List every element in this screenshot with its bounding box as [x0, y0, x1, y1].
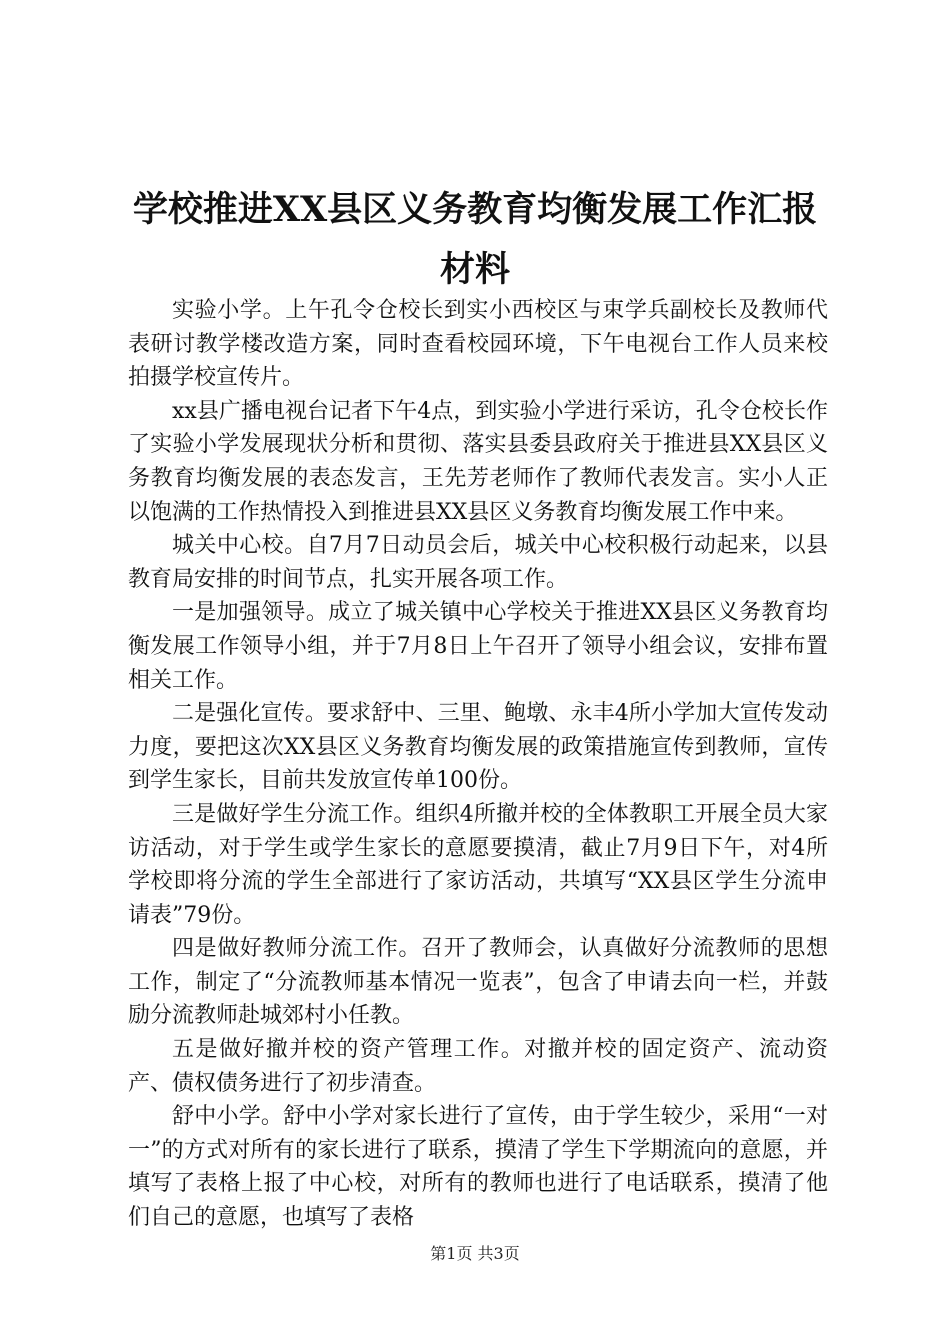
paragraph-chengguan-center: 城关中心校。自7月7日动员会后，城关中心校积极行动起来，以县教育局安排的时间节点，扎实开展各项工作。: [128, 533, 828, 592]
paragraph-student-diversion: 三是做好学生分流工作。组织4所撤并校的全体教职工开展全员大家访活动，对于学生或学生家长的意愿要摸清，截止7月9日下午，对4所学校即将分流的学生全部进行了家访活动，共填写“XX县区学生分流申请表”79份。: [128, 801, 828, 928]
paragraph-asset-management: 五是做好撤并校的资产管理工作。对撤并校的固定资产、流动资产、债权债务进行了初步清查。: [128, 1037, 828, 1096]
paragraph-shuzhong-xiaoxue: 舒中小学。舒中小学对家长进行了宣传，由于学生较少，采用“一对一”的方式对所有的家长进行了联系，摸清了学生下学期流向的意愿，并填写了表格上报了中心校，对所有的教师也进行了电话联系，摸清了他们自己的意愿，也填写了表格: [128, 1104, 828, 1231]
paragraph-publicity: 二是强化宣传。要求舒中、三里、鲍墩、永丰4所小学加大宣传发动力度，要把这次XX县区义务教育均衡发展的政策措施宣传到教师，宣传到学生家长，目前共发放宣传单100份。: [128, 701, 828, 794]
paragraph-tv-interview: xx县广播电视台记者下午4点，到实验小学进行采访，孔令仓校长作了实验小学发展现状分析和贯彻、落实县委县政府关于推进县XX县区义务教育均衡发展的表态发言，王先芳老师作了教师代表发言。实小人正以饱满的工作热情投入到推进县XX县区义务教育均衡发展工作中来。: [128, 398, 828, 525]
paragraph-shiyan-xiaoxue: 实验小学。上午孔令仓校长到实小西校区与束学兵副校长及教师代表研讨教学楼改造方案，同时查看校园环境，下午电视台工作人员来校拍摄学校宣传片。: [128, 298, 828, 391]
document-body: [128, 294, 828, 1235]
document-title-line-2: 材料: [439, 249, 510, 290]
page-footer: 第1页 共3页: [430, 1244, 520, 1263]
paragraph-leadership: 一是加强领导。成立了城关镇中心学校关于推进XX县区义务教育均衡发展工作领导小组，并于7月8日上午召开了领导小组会议，安排布置相关工作。: [128, 600, 828, 693]
paragraph-teacher-diversion: 四是做好教师分流工作。召开了教师会，认真做好分流教师的思想工作，制定了“分流教师基本情况一览表”，包含了申请去向一栏，并鼓励分流教师赴城郊村小任教。: [128, 936, 828, 1029]
document-title-line-1: 学校推进XX县区义务教育均衡发展工作汇报: [132, 189, 818, 230]
